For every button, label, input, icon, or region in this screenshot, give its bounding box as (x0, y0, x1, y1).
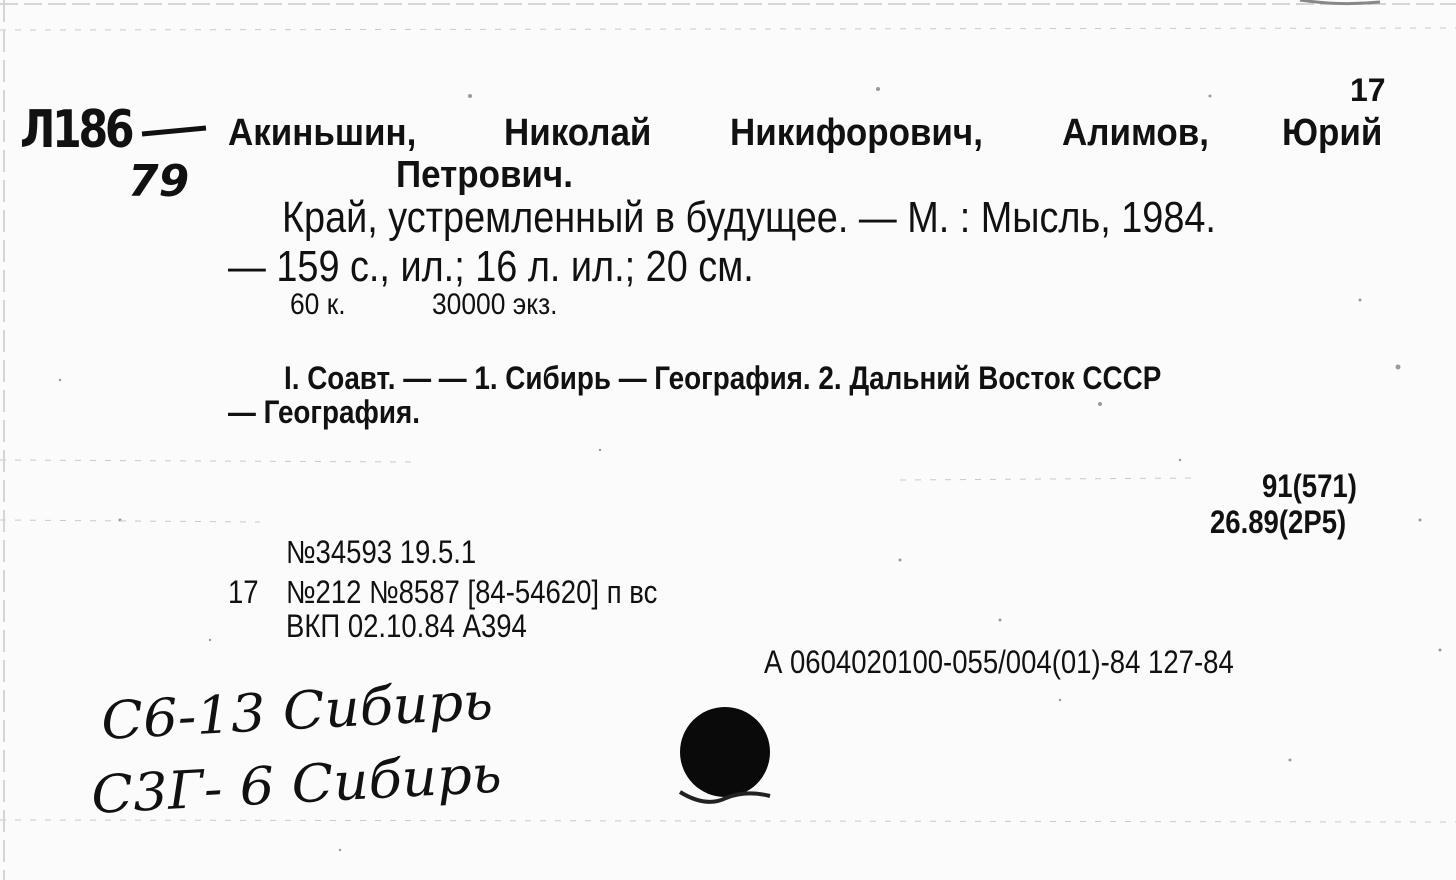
call-mark-bottom: 79 (128, 156, 190, 207)
author-word-2: Николай (504, 112, 652, 154)
meta-line-3: ВКП 02.10.84 А394 (286, 608, 527, 644)
subjects-line-1: I. Соавт. — — 1. Сибирь — География. 2. Дальний Восток СССР (284, 360, 1162, 396)
copies: 30000 экз. (432, 288, 558, 321)
meta-line-2: №212 №8587 [84-54620] п вс (286, 574, 658, 610)
price: 60 к. (290, 288, 346, 321)
page-number: 17 (1350, 72, 1386, 108)
handwritten-note-2: С3Г- 6 Сибирь (89, 744, 504, 826)
author-word-5: Юрий (1282, 112, 1383, 154)
meta-line-1: №34593 19.5.1 (286, 534, 477, 570)
author-line-2: Петрович. (396, 154, 573, 196)
code-line: А 0604020100-055/004(01)-84 127-84 (764, 644, 1234, 680)
author-word-3: Никифорович, (730, 112, 983, 154)
meta-line-2-prefix: 17 (228, 574, 259, 610)
title-line-2: — 159 с., ил.; 16 л. ил.; 20 см. (228, 242, 754, 291)
classification-2: 26.89(2Р5) (1210, 504, 1347, 540)
title-line-1: Край, устремленный в будущее. — М. : Мысль, 1984. (282, 193, 1216, 242)
call-mark-top: Л186 (20, 100, 132, 160)
punch-hole-edge (676, 782, 776, 812)
author-word-1: Акиньшин, (228, 112, 417, 154)
handwritten-note-1: С6-13 Сибирь (99, 671, 495, 752)
call-mark-dash (140, 120, 210, 140)
classification-1: 91(571) (1262, 468, 1357, 504)
subjects-line-2: — География. (228, 394, 420, 430)
author-word-4: Алимов, (1062, 112, 1209, 154)
